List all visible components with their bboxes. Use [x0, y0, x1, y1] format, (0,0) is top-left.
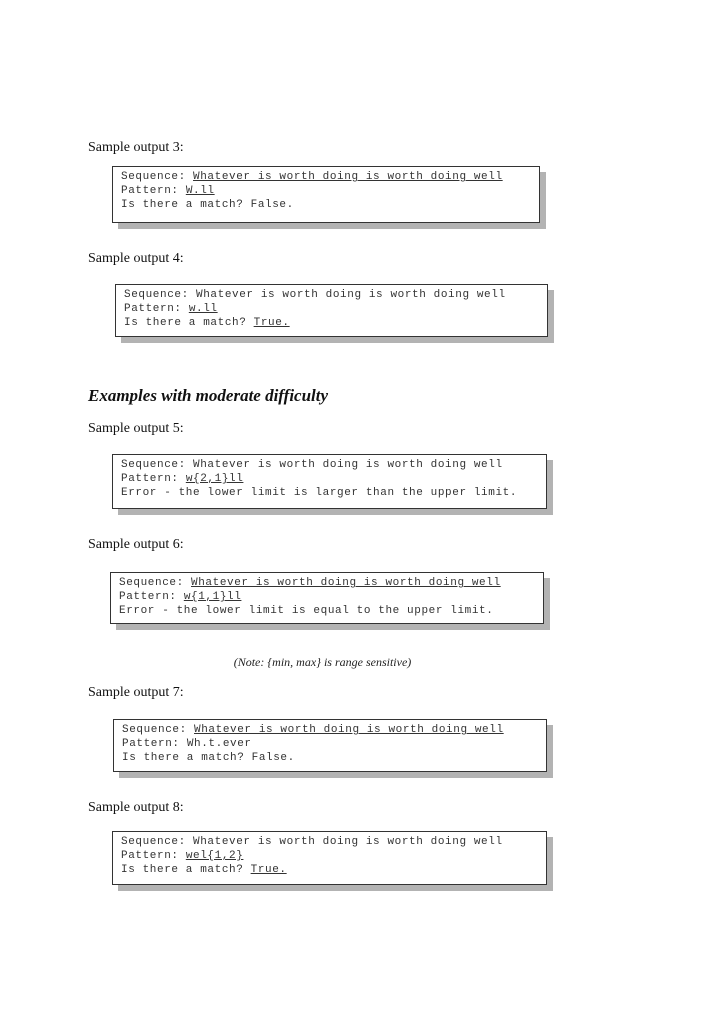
sample-4-sequence-line [124, 288, 539, 302]
sample-5-result-line: Error - the lower limit is larger than the upper limit. [121, 487, 518, 499]
pattern-value: w.ll [188, 303, 218, 315]
sequence-value: Whatever is worth doing is worth doing well [196, 289, 506, 301]
sample-3-result-line: Is there a match? False. [121, 199, 294, 211]
sample-4-label: Sample output 4: [88, 251, 184, 266]
sample-4-output-box [115, 284, 548, 337]
sample-8-label: Sample output 8: [88, 800, 184, 815]
sample-7-pattern-line [122, 737, 538, 751]
sample-6-sequence-line [119, 576, 535, 590]
sample-7-label: Sample output 7: [88, 685, 184, 700]
sequence-value: Whatever is worth doing is worth doing well [193, 171, 503, 183]
sample-7-result-line: Is there a match? False. [122, 752, 295, 764]
pattern-prefix: Pattern: [121, 850, 186, 862]
sample-3-output-box [112, 166, 540, 223]
sequence-prefix: Sequence: [121, 836, 194, 848]
sequence-value: Whatever is worth doing is worth doing well [191, 577, 501, 589]
pattern-value: w{1,1}ll [183, 591, 242, 603]
pattern-prefix: Pattern: [124, 303, 189, 315]
sample-8-pattern-line [121, 849, 538, 863]
sample-4-result-line [124, 316, 539, 330]
sample-5-sequence-line [121, 458, 538, 472]
sample-8-sequence-line [121, 835, 538, 849]
sample-6-output-box [110, 572, 544, 624]
sample-6-label: Sample output 6: [88, 537, 184, 552]
result-prefix: Is there a match? [124, 317, 254, 329]
pattern-value: w{2,1}ll [185, 473, 244, 485]
sequence-value: Whatever is worth doing is worth doing well [193, 459, 503, 471]
pattern-value: wel{1,2} [185, 850, 244, 862]
sample-8-result-line [121, 863, 538, 877]
sample-5-label: Sample output 5: [88, 421, 184, 436]
sample-6-pattern-line [119, 590, 535, 604]
sequence-prefix: Sequence: [121, 171, 194, 183]
sequence-prefix: Sequence: [119, 577, 192, 589]
sample-7-output-box [113, 719, 547, 772]
range-note: (Note: {min, max} is range sensitive) [233, 655, 412, 669]
pattern-value: Wh.t.ever [186, 738, 252, 750]
sample-7-sequence-line [122, 723, 538, 737]
result-value: True. [250, 864, 287, 876]
pattern-prefix: Pattern: [122, 738, 187, 750]
sequence-prefix: Sequence: [122, 724, 195, 736]
sample-6-result-line: Error - the lower limit is equal to the upper limit. [119, 605, 494, 617]
section-heading: Examples with moderate difficulty [88, 386, 329, 405]
sample-4-pattern-line [124, 302, 539, 316]
sequence-prefix: Sequence: [124, 289, 197, 301]
result-value: True. [253, 317, 290, 329]
pattern-prefix: Pattern: [119, 591, 184, 603]
sequence-value: Whatever is worth doing is worth doing well [194, 724, 504, 736]
sample-3-label: Sample output 3: [88, 140, 184, 155]
sample-8-output-box [112, 831, 547, 885]
sample-3-sequence-line [121, 170, 531, 184]
pattern-prefix: Pattern: [121, 185, 186, 197]
pattern-prefix: Pattern: [121, 473, 186, 485]
sample-3-pattern-line [121, 184, 531, 198]
sequence-value: Whatever is worth doing is worth doing well [193, 836, 503, 848]
pattern-value: W.ll [185, 185, 215, 197]
result-prefix: Is there a match? [121, 864, 251, 876]
sample-5-output-box [112, 454, 547, 509]
sample-5-pattern-line [121, 472, 538, 486]
sequence-prefix: Sequence: [121, 459, 194, 471]
